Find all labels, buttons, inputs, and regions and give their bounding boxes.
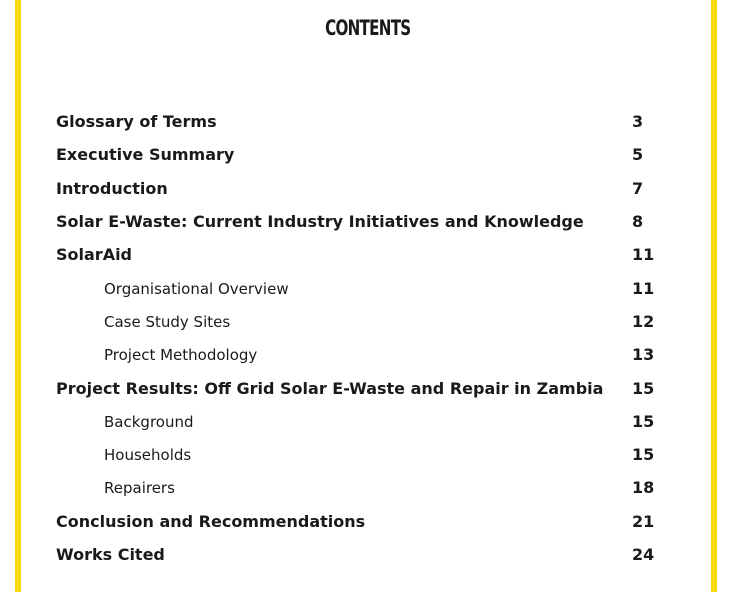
toc-entry-label: Works Cited: [56, 545, 165, 564]
right-border-stripe: [711, 0, 717, 592]
toc-subentry-label: Background: [104, 413, 194, 431]
toc-entry-page: 8: [632, 212, 644, 231]
left-border-stripe: [15, 0, 21, 592]
toc-entry-label: Introduction: [56, 179, 168, 198]
toc-entry-page: 7: [632, 179, 644, 198]
toc-subentry-page: 11: [632, 279, 655, 298]
toc-subentry-label: Case Study Sites: [104, 313, 231, 331]
page-title: CONTENTS: [325, 16, 411, 40]
toc-entry-page: 21: [632, 512, 655, 531]
toc-entry-label: SolarAid: [56, 245, 133, 264]
toc-subentry-page: 15: [632, 412, 655, 431]
toc-entry-label: Project Results: Off Grid Solar E-Waste and Repair in Zambia: [56, 379, 604, 398]
toc-subentry-label: Organisational Overview: [104, 280, 289, 298]
toc-subentry-page: 15: [632, 445, 655, 464]
toc-entry-label: Glossary of Terms: [56, 112, 217, 131]
toc-subentry-page: 13: [632, 345, 655, 364]
toc-subentry-label: Project Methodology: [104, 346, 258, 364]
toc-entry-page: 24: [632, 545, 655, 564]
toc-entry-page: 15: [632, 379, 655, 398]
toc-entry-page: 11: [632, 245, 655, 264]
toc-subentry-page: 12: [632, 312, 655, 331]
toc-entry-label: Solar E-Waste: Current Industry Initiatives and Knowledge: [56, 212, 584, 231]
toc-subentry-page: 18: [632, 478, 655, 497]
toc-subentry-label: Repairers: [104, 479, 175, 497]
toc-entry-page: 3: [632, 112, 644, 131]
toc-entry-page: 5: [632, 145, 644, 164]
toc-subentry-label: Households: [104, 446, 192, 464]
toc-entry-label: Executive Summary: [56, 145, 235, 164]
toc-entry-label: Conclusion and Recommendations: [56, 512, 366, 531]
